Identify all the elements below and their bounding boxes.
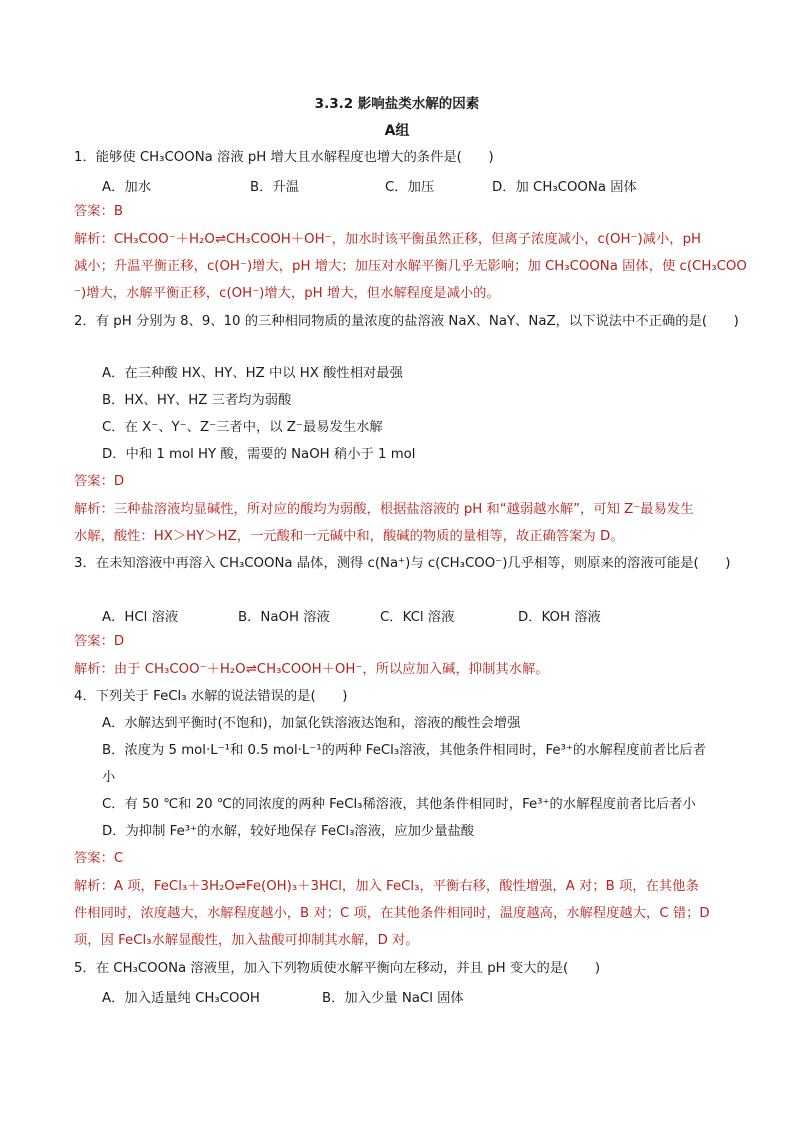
question-3-option-c: C．KCl 溶液 xyxy=(380,610,455,625)
question-5-option-b: B．加入少量 NaCl 固体 xyxy=(322,991,464,1006)
question-5-option-a: A．加入适量纯 CH₃COOH xyxy=(102,991,260,1006)
question-1-analysis-line-3: ⁻)增大，水解平衡正移，c(OH⁻)增大，pH 增大，但水解程度是减小的。 xyxy=(74,286,500,301)
question-4-option-b: B．浓度为 5 mol·L⁻¹和 0.5 mol·L⁻¹的两种 FeCl₃溶液，其他条件相同时，Fe³⁺的水解程度前者比后者 xyxy=(102,743,706,758)
question-3-option-a: A．HCl 溶液 xyxy=(102,610,179,625)
question-1-stem: 1．能够使 CH₃COONa 溶液 pH 增大且水解程度也增大的条件是( ) xyxy=(74,150,494,165)
question-2-answer: 答案：D xyxy=(74,474,125,489)
question-4-option-d: D．为抑制 Fe³⁺的水解，较好地保存 FeCl₃溶液，应加少量盐酸 xyxy=(102,824,475,839)
question-3-stem: 3．在未知溶液中再溶入 CH₃COONa 晶体，测得 c(Na⁺)与 c(CH₃COO⁻)几乎相等，则原来的溶液可能是( ) xyxy=(74,556,731,571)
question-3-answer: 答案：D xyxy=(74,634,125,649)
question-1-option-c: C．加压 xyxy=(385,180,435,195)
question-1-option-a: A．加水 xyxy=(102,180,151,195)
question-2-analysis-line-2: 水解，酸性：HX＞HY＞HZ，一元酸和一元碱中和，酸碱的物质的量相等，故正确答案为 D。 xyxy=(74,529,624,544)
question-3-option-b: B．NaOH 溶液 xyxy=(238,610,330,625)
question-1-option-d: D．加 CH₃COONa 固体 xyxy=(492,180,637,195)
question-3-analysis-line-1: 解析：由于 CH₃COO⁻＋H₂O⇌CH₃COOH＋OH⁻，所以应加入碱，抑制其水解。 xyxy=(74,662,549,677)
question-4-analysis-line-1: 解析：A 项，FeCl₃＋3H₂O⇌Fe(OH)₃＋3HCl，加入 FeCl₃，平衡右移，酸性增强，A 对；B 项，在其他条 xyxy=(74,879,699,894)
question-1-analysis-line-1: 解析：CH₃COO⁻＋H₂O⇌CH₃COOH＋OH⁻，加水时该平衡虽然正移，但离子浓度减小，c(OH⁻)减小，pH xyxy=(74,232,702,247)
question-2-option-c: C．在 X⁻、Y⁻、Z⁻三者中，以 Z⁻最易发生水解 xyxy=(102,420,383,435)
question-2-analysis-line-1: 解析：三种盐溶液均显碱性，所对应的酸均为弱酸，根据盐溶液的 pH 和“越弱越水解”，可知 Z⁻最易发生 xyxy=(74,502,694,517)
question-4-option-c: C．有 50 ℃和 20 ℃的同浓度的两种 FeCl₃稀溶液，其他条件相同时，Fe³⁺的水解程度前者比后者小 xyxy=(102,797,696,812)
question-4-option-b-continued: 小 xyxy=(102,770,116,785)
question-4-option-a: A．水解达到平衡时(不饱和)，加氯化铁溶液达饱和，溶液的酸性会增强 xyxy=(102,716,521,731)
question-4-stem: 4．下列关于 FeCl₃ 水解的说法错误的是( ) xyxy=(74,689,348,704)
question-2-option-d: D．中和 1 mol HY 酸，需要的 NaOH 稍小于 1 mol xyxy=(102,447,416,462)
question-1-option-b: B．升温 xyxy=(250,180,300,195)
group-heading: A组 xyxy=(384,123,410,139)
question-4-answer: 答案：C xyxy=(74,851,124,866)
question-3-option-d: D．KOH 溶液 xyxy=(518,610,601,625)
question-4-analysis-line-3: 项，因 FeCl₃水解显酸性，加入盐酸可抑制其水解，D 对。 xyxy=(74,933,419,948)
question-2-option-b: B．HX、HY、HZ 三者均为弱酸 xyxy=(102,393,292,408)
question-1-answer: 答案：B xyxy=(74,204,124,219)
page-title: 3.3.2 影响盐类水解的因素 xyxy=(314,96,480,112)
question-5-stem: 5．在 CH₃COONa 溶液里，加入下列物质使水解平衡向左移动，并且 pH 变大的是( ) xyxy=(74,961,601,976)
question-2-stem: 2．有 pH 分别为 8、9、10 的三种相同物质的量浓度的盐溶液 NaX、NaY、NaZ，以下说法中不正确的是( ) xyxy=(74,314,739,329)
question-1-analysis-line-2: 减小；升温平衡正移，c(OH⁻)增大，pH 增大；加压对水解平衡几乎无影响；加 CH₃COONa 固体，使 c(CH₃COO xyxy=(74,259,747,274)
question-2-option-a: A．在三种酸 HX、HY、HZ 中以 HX 酸性相对最强 xyxy=(102,366,403,381)
question-4-analysis-line-2: 件相同时，浓度越大，水解程度越小，B 对；C 项，在其他条件相同时，温度越高，水解程度越大，C 错；D xyxy=(74,906,710,921)
